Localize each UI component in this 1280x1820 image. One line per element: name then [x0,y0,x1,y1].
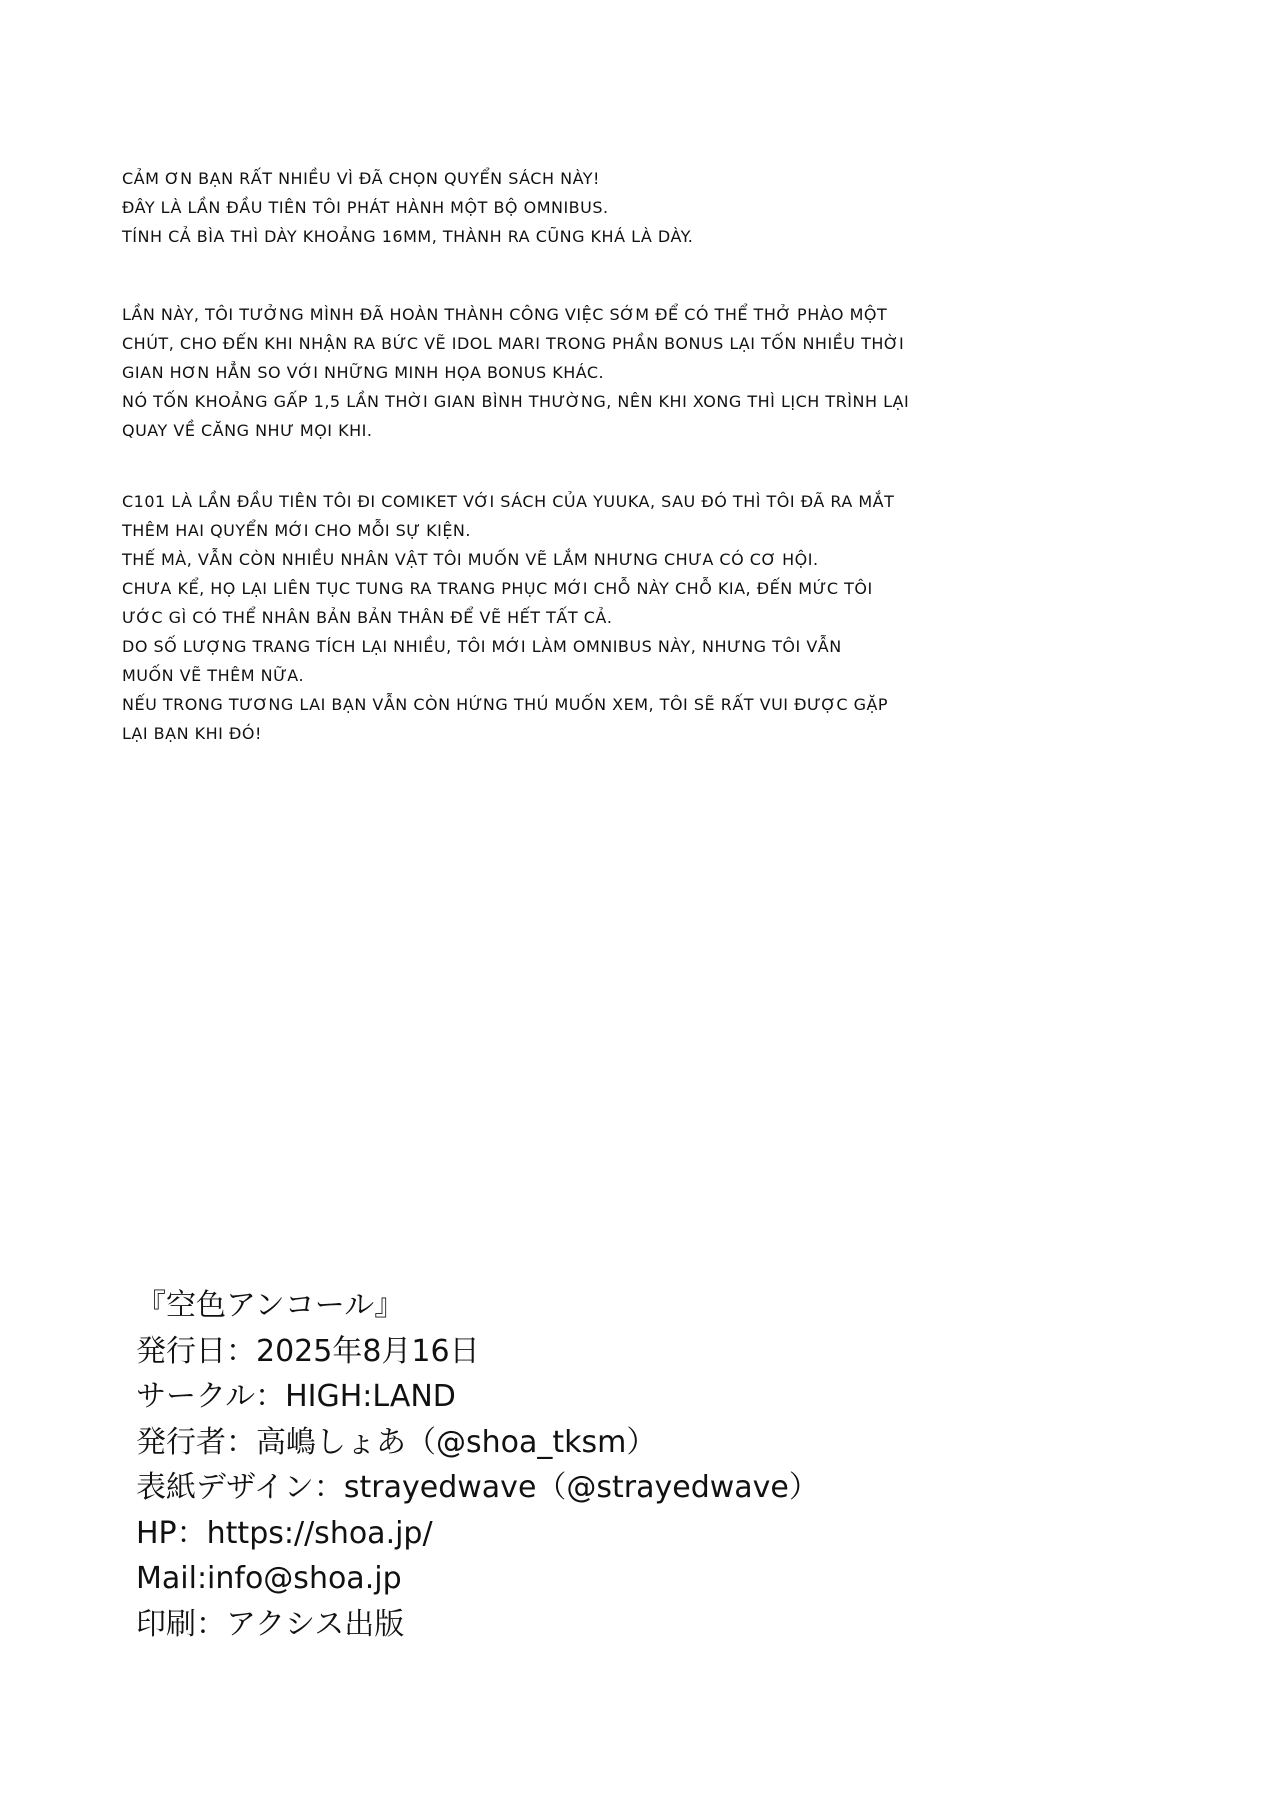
text-line: DO SỐ LƯỢNG TRANG TÍCH LẠI NHIỀU, TÔI MỚI LÀM OMNIBUS NÀY, NHƯNG TÔI VẪN [122,637,842,656]
cover-design: 表紙デザイン：strayedwave（@strayedwave） [136,1470,819,1505]
text-line: CHƯA KỂ, HỌ LẠI LIÊN TỤC TUNG RA TRANG PHỤC MỚI CHỖ NÀY CHỖ KIA, ĐẾN MỨC TÔI [122,579,873,598]
text-line: GIAN HƠN HẲN SO VỚI NHỮNG MINH HỌA BONUS KHÁC. [122,363,605,382]
afterword-paragraph-1 [122,164,1022,251]
text-line: THẾ MÀ, VẪN CÒN NHIỀU NHÂN VẬT TÔI MUỐN VẼ LẮM NHƯNG CHƯA CÓ CƠ HỘI. [122,550,819,569]
text-line: C101 LÀ LẦN ĐẦU TIÊN TÔI ĐI COMIKET VỚI SÁCH CỦA YUUKA, SAU ĐÓ THÌ TÔI ĐÃ RA MẮT [122,492,895,511]
publisher: 発行者：高嶋しょあ（@shoa_tksm） [136,1424,657,1460]
text-line: NÓ TỐN KHOẢNG GẤP 1,5 LẦN THỜI GIAN BÌNH THƯỜNG, NÊN KHI XONG THÌ LỊCH TRÌNH LẠI [122,392,910,411]
text-line: THÊM HAI QUYỂN MỚI CHO MỖI SỰ KIỆN. [122,521,471,540]
text-line: CHÚT, CHO ĐẾN KHI NHẬN RA BỨC VẼ IDOL MARI TRONG PHẦN BONUS LẠI TỐN NHIỀU THỜI [122,334,905,353]
issue-date: 発行日：2025年8月16日 [136,1333,480,1369]
text-line: LẠI BẠN KHI ĐÓ! [122,724,262,743]
text-line: ƯỚC GÌ CÓ THỂ NHÂN BẢN BẢN THÂN ĐỂ VẼ HẾT TẤT CẢ. [122,608,613,627]
book-title: 『空色アンコール』 [136,1288,405,1323]
circle-name: サークル：HIGH:LAND [136,1379,456,1414]
afterword-paragraph-3 [122,487,1022,748]
text-line: ĐÂY LÀ LẦN ĐẦU TIÊN TÔI PHÁT HÀNH MỘT BỘ OMNIBUS. [122,198,609,217]
text-line: LẦN NÀY, TÔI TƯỞNG MÌNH ĐÃ HOÀN THÀNH CÔNG VIỆC SỚM ĐỂ CÓ THỂ THỞ PHÀO MỘT [122,305,888,324]
text-line: QUAY VỀ CĂNG NHƯ MỌI KHI. [122,421,373,440]
afterword-paragraph-2 [122,300,1022,445]
text-line: TÍNH CẢ BÌA THÌ DÀY KHOẢNG 16MM, THÀNH RA CŨNG KHÁ LÀ DÀY. [122,227,694,246]
text-line: CẢM ƠN BẠN RẤT NHIỀU VÌ ĐÃ CHỌN QUYỂN SÁCH NÀY! [122,169,600,188]
text-line: NẾU TRONG TƯƠNG LAI BẠN VẪN CÒN HỨNG THÚ MUỐN XEM, TÔI SẼ RẤT VUI ĐƯỢC GẶP [122,695,889,714]
colophon [136,1283,819,1647]
printer: 印刷：アクシス出版 [136,1606,405,1642]
text-line: MUỐN VẼ THÊM NỮA. [122,666,305,685]
mail: Mail:info@shoa.jp [136,1561,402,1596]
homepage: HP：https://shoa.jp/ [136,1515,433,1551]
